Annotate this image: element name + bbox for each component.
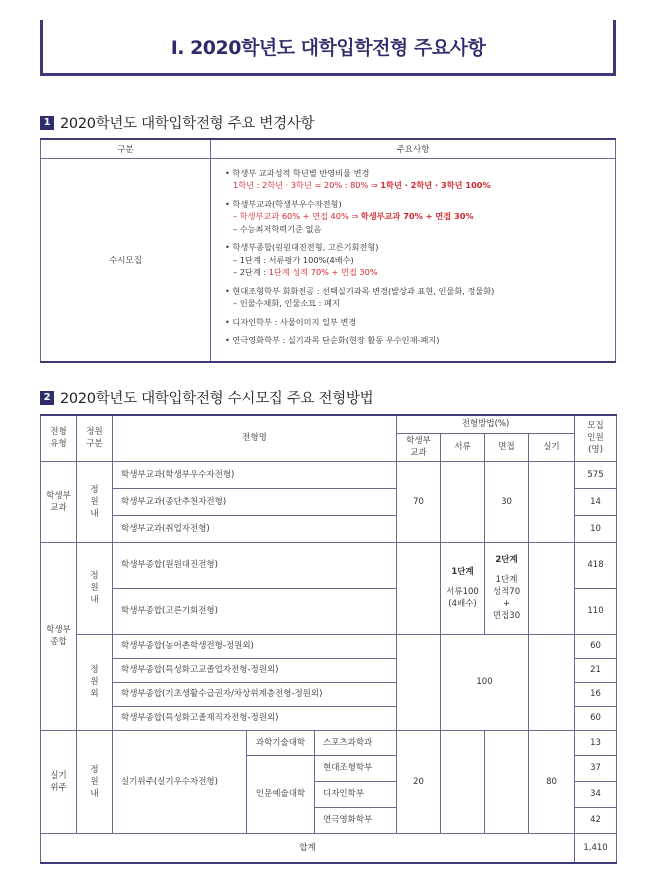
quota-in: 정 원 내 (77, 461, 113, 542)
row-name: 학생부교과(종단추천자전형) (113, 488, 397, 515)
h-recruit: 모집 인원 (명) (575, 415, 617, 461)
total-label: 합계 (41, 833, 575, 863)
row-name: 학생부교과(취업자전형) (113, 515, 397, 542)
row-count: 16 (575, 682, 617, 706)
change-line: 1학년 : 2학년 · 3학년 = 20% : 80% ⇒ 1학년 · 2학년 · 3학년 100% (233, 180, 491, 190)
dept-name: 디자인학부 (315, 781, 397, 807)
row-count: 418 (575, 542, 617, 588)
change-line: • 학생부 교과성적 학년별 반영비율 변경 (225, 167, 370, 178)
silgi-record: 20 (397, 730, 441, 833)
stage1-detail: 서류100 (4배수) (446, 587, 479, 609)
gyogwa-record: 70 (397, 461, 441, 542)
gyogwa-interview: 30 (485, 461, 529, 542)
dept-name: 스포츠과학과 (315, 730, 397, 755)
h-interview: 면접 (485, 433, 529, 461)
row-count: 13 (575, 730, 617, 755)
change-item (225, 241, 611, 279)
change-item (225, 198, 611, 236)
quota-in: 정 원 내 (77, 542, 113, 634)
row-count: 14 (575, 488, 617, 515)
quota-out: 정 원 외 (77, 634, 113, 730)
change-item (225, 167, 611, 192)
change-line: • 학생부교과(학생부우수자전형) (225, 198, 342, 209)
h-method: 전형방법(%) (397, 415, 575, 433)
change-item (225, 334, 611, 347)
dept-name: 현대조형학부 (315, 755, 397, 781)
h-docs: 서류 (441, 433, 485, 461)
college-tech: 과학기술대학 (247, 730, 315, 755)
group-jonghap: 학생부 종합 (41, 542, 77, 730)
row-count: 60 (575, 706, 617, 730)
change-line: • 현대조형학부 회화전공 : 선택실기과목 변경(발상과 표현, 인물화, 정물화) (225, 285, 495, 296)
changes-table (40, 138, 616, 363)
stage2-cell (485, 542, 529, 634)
out-docs: 100 (441, 634, 529, 730)
section2-number: 2 (40, 391, 54, 405)
total-count: 1,410 (575, 833, 617, 863)
row-name: 학생부종합(특성화고교졸업자전형-정원외) (113, 658, 397, 682)
stage2-detail: 1단계 성적70 + 면접30 (492, 575, 521, 621)
stage1-label: 1단계 (451, 567, 474, 577)
change-line: – 수능최저학력기준 없음 (233, 223, 322, 234)
change-line: – 인물수채화, 인물소묘 : 폐지 (233, 298, 340, 308)
section1-title: 2020학년도 대학입학전형 주요 변경사항 (60, 116, 315, 132)
header-content: 주요사항 (211, 139, 616, 158)
h-quota: 정원 구분 (77, 415, 113, 461)
change-item (225, 316, 611, 329)
row-name: 학생부종합(기초생활수급권자/차상위계층전형-정원외) (113, 682, 397, 706)
row-name: 학생부교과(학생부우수자전형) (113, 461, 397, 488)
row-count: 10 (575, 515, 617, 542)
row-name: 학생부종합(특성화고졸재직자전형-정원외) (113, 706, 397, 730)
row-count: 110 (575, 588, 617, 634)
h-type: 전형 유형 (41, 415, 77, 461)
stage2-label: 2단계 (495, 555, 518, 565)
group-gyogwa: 학생부 교과 (41, 461, 77, 542)
college-arts: 인문예술대학 (247, 755, 315, 833)
silgi-name: 실기위주(실기우수자전형) (113, 730, 247, 833)
section2-heading (40, 387, 373, 408)
row-count: 575 (575, 461, 617, 488)
row-count: 42 (575, 807, 617, 833)
h-record: 학생부 교과 (397, 433, 441, 461)
methods-table (40, 414, 617, 864)
group-silgi: 실기 위주 (41, 730, 77, 833)
silgi-practical: 80 (529, 730, 575, 833)
h-practical: 실기 (529, 433, 575, 461)
section1-heading (40, 112, 314, 133)
dept-name: 연극영화학부 (315, 807, 397, 833)
section1-number: 1 (40, 116, 54, 130)
row-count: 37 (575, 755, 617, 781)
page-title: Ⅰ. 2020학년도 대학입학전형 주요사항 (170, 37, 486, 59)
header-category: 구분 (41, 139, 211, 158)
change-line: – 2단계 : 1단계 성적 70% + 면접 30% (233, 267, 378, 277)
section2-title: 2020학년도 대학입학전형 수시모집 주요 전형방법 (60, 391, 374, 407)
row-count: 21 (575, 658, 617, 682)
stage1-cell (441, 542, 485, 634)
quota-in: 정 원 내 (77, 730, 113, 833)
page-title-box (40, 20, 616, 76)
category-cell: 수시모집 (41, 158, 211, 362)
row-name: 학생부종합(원원대진전형) (113, 542, 397, 588)
change-item (225, 285, 611, 310)
change-line: • 학생부종합(원원대진전형, 고른기회전형) (225, 242, 379, 252)
change-line: • 연극영화학부 : 실기과목 단순화(현장 활동 우수인재-폐지) (225, 335, 440, 345)
row-count: 60 (575, 634, 617, 658)
row-count: 34 (575, 781, 617, 807)
change-line: • 디자인학부 : 사물이미지 일부 변경 (225, 316, 357, 327)
change-line: – 1단계 : 서류평가 100%(4배수) (233, 254, 354, 265)
change-line: – 학생부교과 60% + 면접 40% ⇒ 학생부교과 70% + 면접 30% (233, 211, 474, 221)
changes-content (211, 158, 616, 362)
row-name: 학생부종합(고른기회전형) (113, 588, 397, 634)
h-name: 전형명 (113, 415, 397, 461)
row-name: 학생부종합(농어촌학생전형-정원외) (113, 634, 397, 658)
